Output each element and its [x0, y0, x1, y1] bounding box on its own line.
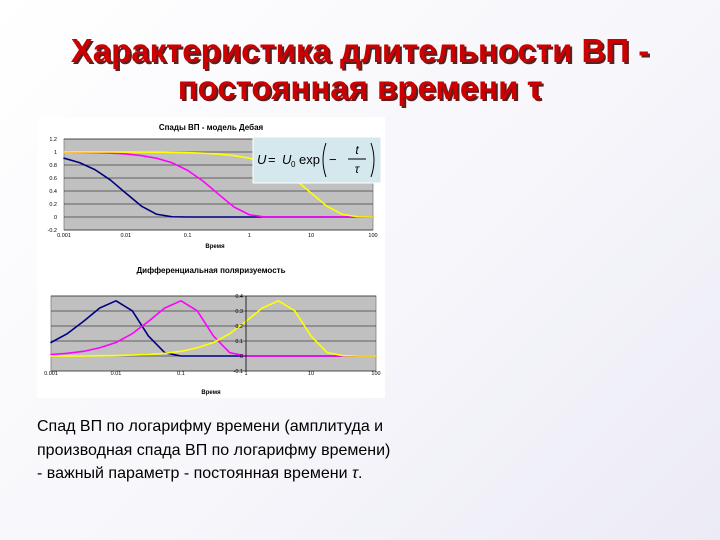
charts-svg — [37, 117, 385, 398]
decay-y-tick-label: 0.8 — [49, 163, 57, 169]
slide-title — [0, 32, 720, 106]
decay-x-tick-label: 0.01 — [120, 233, 132, 239]
derivative-y-tick-label: 0.1 — [235, 339, 243, 345]
derivative-y-tick-label: 0.2 — [235, 324, 243, 330]
decay-chart-title: Спады ВП - модель Дебая — [158, 123, 264, 132]
formula-numerator: t — [355, 143, 359, 157]
formula-denominator: τ — [354, 162, 360, 176]
decay-x-tick-label: 0.001 — [57, 233, 71, 239]
formula-minus: − — [329, 152, 337, 167]
decay-chart-x-label: Время — [205, 244, 225, 250]
derivative-chart-x-label: Время — [201, 390, 221, 396]
derivative-chart — [44, 266, 380, 396]
caption-period: . — [357, 465, 363, 482]
figure-panel — [37, 117, 385, 398]
decay-y-tick-label: -0.2 — [47, 228, 57, 234]
derivative-chart-title: Дифференциальная поляризуемость — [136, 266, 286, 275]
caption-text: Спад ВП по логарифму времени (амплитуда и производная спада ВП по логарифму времени) - важный параметр - постоянная времени — [37, 418, 391, 482]
decay-y-tick-label: 1.2 — [49, 137, 57, 143]
decay-x-tick-label: 100 — [368, 233, 378, 239]
derivative-x-tick-label: 0.01 — [110, 371, 122, 377]
derivative-x-tick-label: 0.001 — [44, 371, 58, 377]
caption-tau: τ — [351, 465, 358, 482]
decay-y-tick-label: 0.6 — [49, 176, 57, 182]
derivative-x-tick-label: 1 — [244, 371, 248, 377]
formula-u0-subscript: 0 — [291, 160, 296, 169]
derivative-x-tick-label: 100 — [371, 371, 381, 377]
derivative-y-tick-label: 0 — [239, 354, 243, 360]
decay-x-tick-label: 1 — [247, 233, 251, 239]
decay-y-tick-label: 0 — [53, 215, 57, 221]
decay-y-tick-label: 0.2 — [49, 202, 57, 208]
formula-lhs: U — [257, 152, 267, 167]
derivative-y-tick-label: -0.1 — [233, 369, 243, 375]
decay-x-tick-label: 10 — [308, 233, 315, 239]
slide-caption — [37, 415, 397, 486]
derivative-y-tick-label: 0.3 — [235, 309, 243, 315]
derivative-x-tick-label: 0.1 — [177, 371, 185, 377]
decay-y-tick-label: 0.4 — [49, 189, 57, 195]
slide-title-line-1: Характеристика длительности ВП - — [70, 32, 650, 69]
slide-title-line-2: постоянная времени τ — [177, 69, 543, 106]
derivative-x-tick-label: 10 — [307, 371, 315, 377]
formula-exp: exp — [299, 152, 320, 167]
decay-x-tick-label: 0.1 — [183, 233, 192, 239]
formula-u0: U — [282, 152, 292, 167]
decay-y-tick-label: 1 — [53, 150, 57, 156]
formula-equals: = — [268, 152, 276, 167]
derivative-y-tick-label: 0.4 — [235, 294, 243, 300]
formula-box — [253, 137, 381, 183]
